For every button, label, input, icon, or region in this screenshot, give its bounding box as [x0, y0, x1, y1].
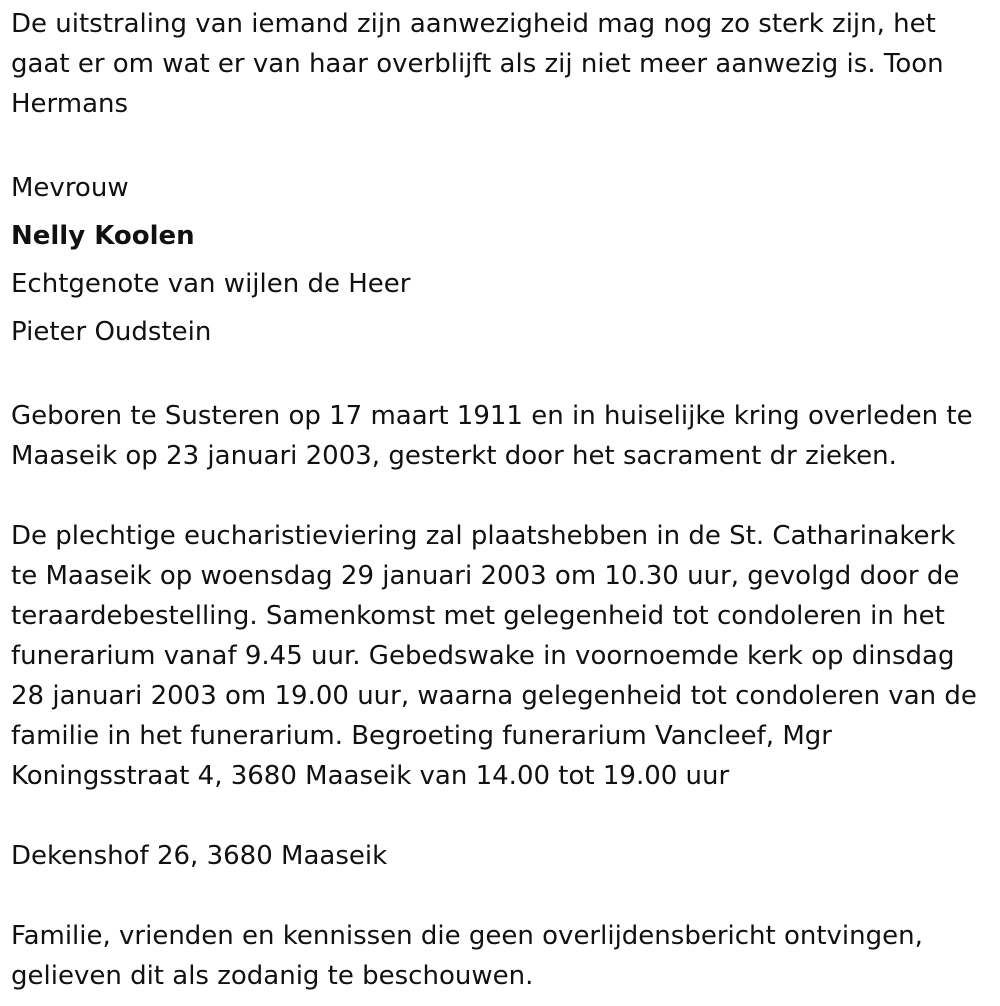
spacer: [11, 796, 986, 836]
ceremony-text: De plechtige eucharistieviering zal plaatshebben in de St. Catharinakerk te Maaseik op woensdag 29 januari 2003 om 10.30 uur, gevolgd door de teraardebestelling. Samenkomst met gelegenheid tot condoleren in het funerarium vanaf 9.45 uur. Gebedswake in voornoemde kerk op dinsdag 28 januari 2003 om 19.00 uur, waarna gelegenheid tot condoleren van de familie in het funerarium. Begroeting funerarium Vancleef, Mgr Koningsstraat 4, 3680 Maaseik van 14.00 tot 19.00 uur: [11, 521, 977, 791]
relation-line-2: Pieter Oudstein: [11, 317, 212, 347]
spacer: [11, 124, 986, 164]
address-text: Dekenshof 26, 3680 Maaseik: [11, 841, 388, 871]
salutation: Mevrouw: [11, 173, 129, 203]
spacer: [11, 876, 986, 916]
spacer: [11, 356, 986, 396]
spacer: [11, 476, 986, 516]
closing-text: Familie, vrienden en kennissen die geen overlijdensbericht ontvingen, gelieven dit als zodanig te beschouwen.: [11, 921, 923, 991]
quote-text: De uitstraling van iemand zijn aanwezigheid mag nog zo sterk zijn, het gaat er om wat er van haar overblijft als zij niet meer aanwezig is. Toon Hermans: [11, 9, 944, 119]
deceased-name: Nelly Koolen: [11, 221, 195, 251]
relation-line-1: Echtgenote van wijlen de Heer: [11, 269, 411, 299]
birth-death-text: Geboren te Susteren op 17 maart 1911 en in huiselijke kring overleden te Maaseik op 23 januari 2003, gesterkt door het sacrament dr zieken.: [11, 401, 973, 471]
